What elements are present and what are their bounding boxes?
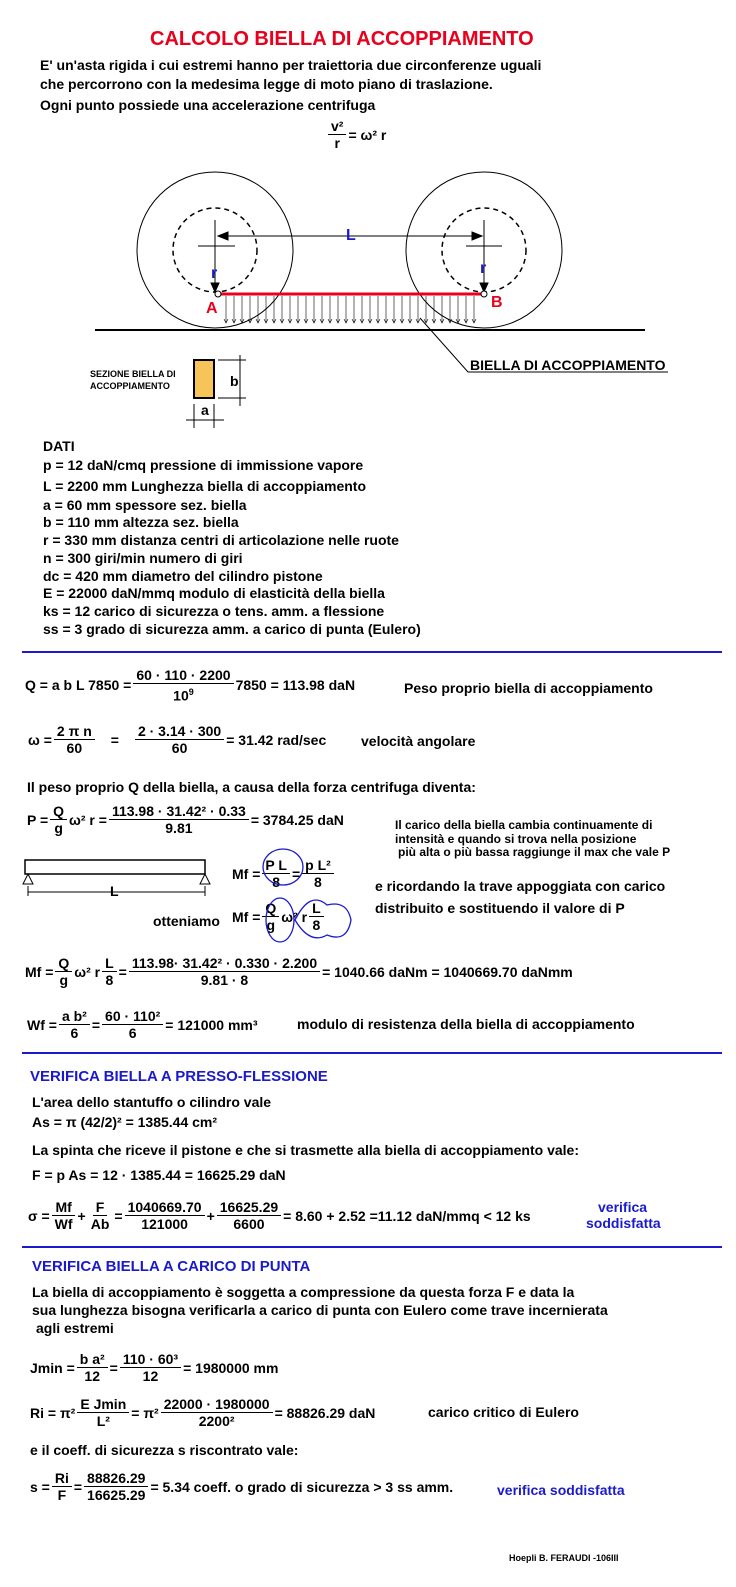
- label-A: A: [206, 300, 218, 317]
- dati-item: a = 60 mm spessore sez. biella: [43, 497, 247, 513]
- wf-formula: Wf = $\frac{\text{a b²}}{6}$ = $\frac{\text{60 · 110²}}{6}$ = 121000 mm³: [27, 1008, 258, 1041]
- dati-item: n = 300 giri/min numero di giri: [43, 550, 243, 566]
- verify-label: verifica soddisfatta: [497, 1482, 625, 1498]
- p-formula: P = $\frac{Q}{g}$ ω² r = $\frac{\text{113.98 · 31.42² · 0.33}}{9.81}$ = 3784.25 daN: [27, 803, 344, 836]
- hand-drawn-circles: [255, 845, 365, 945]
- s-intro: e il coeff. di sicurezza s riscontrato vale:: [30, 1442, 299, 1458]
- section-label-1: SEZIONE BIELLA DI: [90, 369, 176, 379]
- dati-heading: DATI: [43, 438, 75, 454]
- q-description: Peso proprio biella di accoppiamento: [404, 680, 653, 696]
- jmin-formula: Jmin = $\frac{\text{b a²}}{12}$ = $\frac{\text{110 · 60³}}{12}$ = 1980000 mm: [30, 1351, 279, 1384]
- intro-line-3: Ogni punto possiede una accelerazione centrifuga: [40, 97, 376, 113]
- p-intro: Il peso proprio Q della biella, a causa della forza centrifuga diventa:: [27, 779, 476, 795]
- coupling-rod-diagram: [0, 160, 736, 450]
- f-formula: F = p As = 12 · 1385.44 = 16625.29 daN: [32, 1167, 286, 1183]
- dati-item: E = 22000 daN/mmq modulo di elasticità della biella: [43, 585, 385, 601]
- verify-label-2: soddisfatta: [586, 1215, 661, 1231]
- label-r-right: r: [480, 260, 487, 277]
- punta-line-2: sua lunghezza bisogna verificarla a carico di punta con Eulero come trave incernierata: [32, 1302, 608, 1318]
- p-note-3: più alta o più bassa raggiunge il max che vale P: [398, 845, 671, 859]
- punta-line-1: La biella di accoppiamento è soggetta a compressione da questa forza F e data la: [32, 1284, 575, 1300]
- section-label-2: ACCOPPIAMENTO: [90, 381, 170, 391]
- label-r-left: r: [211, 265, 218, 282]
- dati-item: p = 12 daN/cmq pressione di immissione vapore: [43, 457, 364, 473]
- divider: [22, 651, 722, 653]
- dati-item: r = 330 mm distanza centri di articolazione nelle ruote: [43, 532, 399, 548]
- label-B: B: [491, 294, 503, 311]
- otteniamo-label: otteniamo: [153, 913, 220, 929]
- load-arrows: [224, 296, 476, 323]
- dati-item: ss = 3 grado di sicurezza amm. a carico di punta (Eulero): [43, 621, 421, 637]
- label-L: L: [346, 227, 356, 244]
- intro-line-1: E' un'asta rigida i cui estremi hanno per traiettoria due circonferenze uguali: [40, 57, 542, 73]
- wf-description: modulo di resistenza della biella di accoppiamento: [297, 1016, 635, 1032]
- radius-arrows: [211, 254, 488, 292]
- dati-item: ks = 12 carico di sicurezza o tens. amm. a flessione: [43, 603, 385, 619]
- ri-description: carico critico di Eulero: [428, 1404, 579, 1420]
- p-note-2: intensità e quando si trova nella posizione: [395, 832, 637, 846]
- section-heading-presso: VERIFICA BIELLA A PRESSO-FLESSIONE: [30, 1068, 328, 1085]
- mf-formula-3: Mf = $\frac{Q}{g}$ ω² r $\frac{L}{8}$ = $\frac{\text{113.98· 31.42² · 0.330 · 2.200}}{9.81 \cdot 8}$ = 1040.66 daNm = 1040669.70 daNmm: [25, 955, 573, 988]
- right-wheel: [406, 172, 562, 328]
- divider: [22, 1246, 722, 1248]
- beam-label-L: L: [110, 883, 119, 899]
- beam-diagram: [20, 856, 220, 906]
- mf-formula-1: Mf = $\frac{\text{P L}}{8}$ = $\frac{\text{p L²}}{8}$: [232, 857, 336, 890]
- sigma-formula: σ = $\frac{Mf}{Wf}$ + $\frac{F}{Ab}$ = $\frac{1040669.70}{121000}$ + $\frac{16625.29}{6600}$ = 8.60 + 2.52 =11.12 daN/mmq < 12 ks: [28, 1199, 531, 1232]
- rod-section: [194, 360, 214, 398]
- intro-line-2: che percorrono con la medesima legge di moto piano di traslazione.: [40, 76, 493, 92]
- q-formula: Q = a b L 7850 = $\frac{60 \cdot 110 \cdot 2200}{10^9}$ 7850 = 113.98 daN: [25, 667, 356, 704]
- dati-item: dc = 420 mm diametro del cilindro pistone: [43, 568, 323, 584]
- divider: [22, 1052, 722, 1054]
- dati-item: b = 110 mm altezza sez. biella: [43, 514, 239, 530]
- presso-line-2: La spinta che riceve il pistone e che si trasmette alla biella di accoppiamento vale:: [32, 1142, 579, 1158]
- ri-formula: Ri = π² E Jmin L² = π² $\frac{22000 \cdot 1980000}{\text{2200²}}$ = 88826.29 daN: [30, 1396, 376, 1429]
- mf-text-2: distribuito e sostituendo il valore di P: [375, 900, 625, 916]
- mf-formula-2: Mf = $\frac{Q}{g}$ ω² r L 8: [232, 900, 326, 933]
- footer-credit: Hoepli B. FERAUDI -106III: [509, 1553, 619, 1563]
- dim-b: b: [230, 373, 239, 389]
- dim-a: a: [201, 402, 209, 418]
- dati-item: L = 2200 mm Lunghezza biella di accoppiamento: [43, 478, 366, 494]
- presso-line-1: L'area dello stantuffo o cilindro vale: [32, 1094, 272, 1110]
- as-formula: As = π (42/2)² = 1385.44 cm²: [32, 1114, 218, 1130]
- omega-description: velocità angolare: [361, 733, 476, 749]
- s-formula: s = $\frac{Ri}{F}$ = $\frac{88826.29}{16625.29}$ = 5.34 coeff. o grado di sicurezza > 3 ss amm.: [30, 1470, 454, 1503]
- rod-label: BIELLA DI ACCOPPIAMENTO: [470, 357, 666, 373]
- section-heading-punta: VERIFICA BIELLA A CARICO DI PUNTA: [32, 1258, 311, 1275]
- p-note-1: Il carico della biella cambia continuamente di: [395, 818, 653, 832]
- verify-label-1: verifica: [598, 1199, 648, 1215]
- punta-line-3: agli estremi: [36, 1320, 114, 1336]
- page-title: CALCOLO BIELLA DI ACCOPPIAMENTO: [150, 28, 534, 50]
- omega-formula: ω = $\frac{\text{2 π n}}{60}$ = $\frac{2 \cdot 3.14 \cdot 300}{60}$ = 31.42 rad/sec: [28, 723, 327, 756]
- centrifugal-formula: $\frac{\text{v²}}{r}$ = ω² r: [326, 118, 386, 151]
- mf-text-1: e ricordando la trave appoggiata con carico: [375, 878, 666, 894]
